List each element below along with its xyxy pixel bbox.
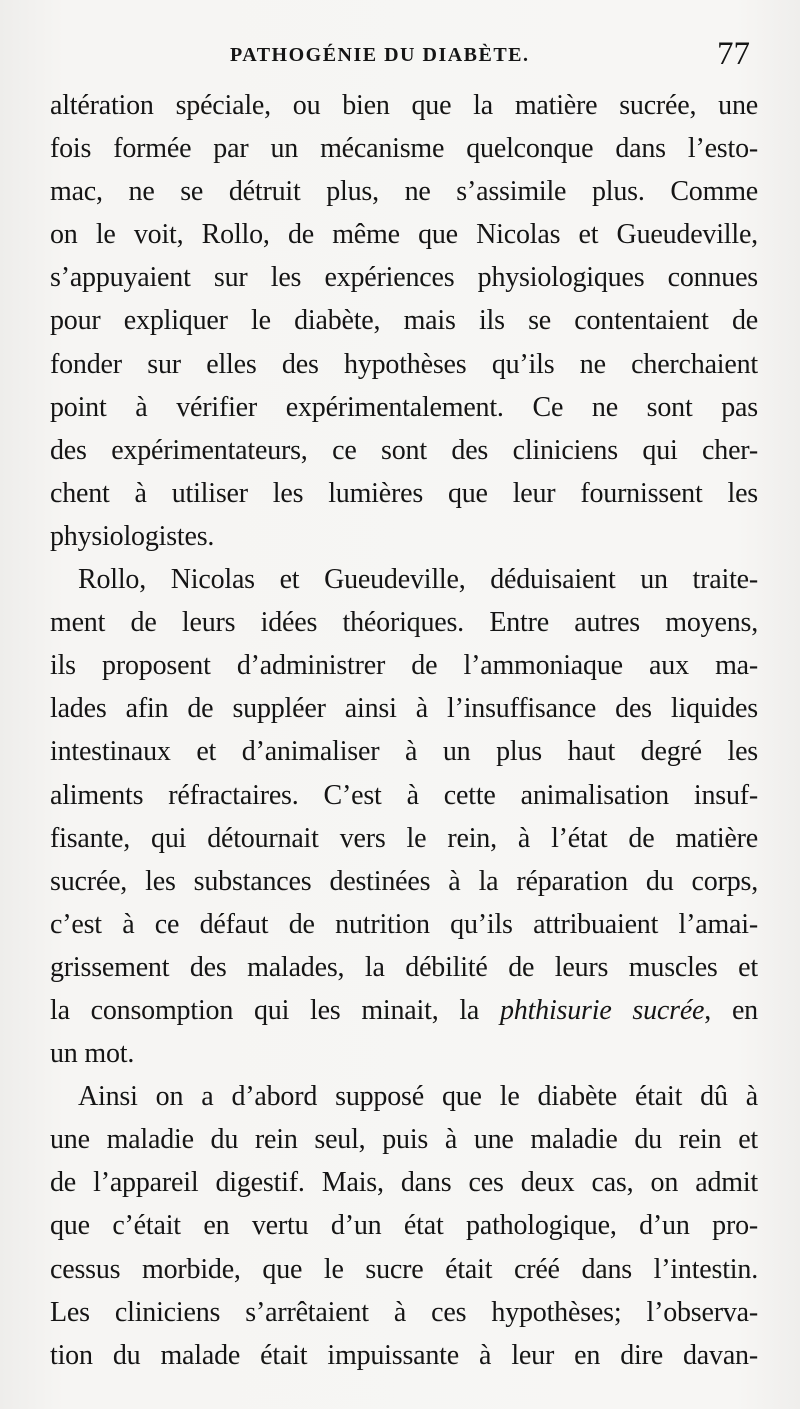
text-line: s’appuyaient sur les expériences physiologiques connues xyxy=(50,262,758,294)
text-line: grissement des malades, la débilité de leurs muscles et xyxy=(50,951,758,983)
text-line: que c’était en vertu d’un état pathologique, d’un pro- xyxy=(50,1210,758,1242)
running-head xyxy=(50,36,750,76)
text-line: un mot. xyxy=(50,1038,135,1070)
paragraph-1 xyxy=(50,84,758,558)
text-line: cessus morbide, que le sucre était créé dans l’intestin. xyxy=(50,1253,758,1285)
text-line: une maladie du rein seul, puis à une maladie du rein et xyxy=(50,1124,758,1156)
italic-term: phthisurie sucrée xyxy=(500,994,705,1026)
page-number: 77 xyxy=(717,36,750,72)
text-line: fois formée par un mécanisme quelconque dans l’esto- xyxy=(50,133,758,165)
text-line: on le voit, Rollo, de même que Nicolas et Gueudeville, xyxy=(50,219,758,251)
text-line: Rollo, Nicolas et Gueudeville, déduisaient un traite- xyxy=(78,564,758,596)
running-title: PATHOGÉNIE DU DIABÈTE. xyxy=(230,44,530,66)
text-line: sucrée, les substances destinées à la réparation du corps, xyxy=(50,865,758,897)
text-line: de l’appareil digestif. Mais, dans ces deux cas, on admit xyxy=(50,1167,758,1199)
text-line: tion du malade était impuissante à leur en dire davan- xyxy=(50,1339,758,1371)
text-line: ment de leurs idées théoriques. Entre autres moyens, xyxy=(50,607,758,639)
text-line: altération spéciale, ou bien que la matière sucrée, une xyxy=(50,90,758,121)
text-line: intestinaux et d’animaliser à un plus haut degré les xyxy=(50,736,758,768)
text-line: Les cliniciens s’arrêtaient à ces hypothèses; l’observa- xyxy=(50,1296,758,1328)
body-text xyxy=(50,84,758,1377)
text-line: c’est à ce défaut de nutrition qu’ils attribuaient l’amai- xyxy=(50,908,758,940)
text-line: fisante, qui détournait vers le rein, à l’état de matière xyxy=(50,822,758,854)
paragraph-2 xyxy=(50,558,758,1075)
text-line-italic xyxy=(50,989,758,1032)
text-line: mac, ne se détruit plus, ne s’assimile plus. Comme xyxy=(50,176,758,208)
text-line: Ainsi on a d’abord supposé que le diabète était dû à xyxy=(78,1081,758,1113)
italic-line-after: , en xyxy=(704,994,758,1026)
text-line: aliments réfractaires. C’est à cette animalisation insuf- xyxy=(50,779,758,811)
paragraph-3 xyxy=(50,1075,758,1377)
text-line: point à vérifier expérimentalement. Ce ne sont pas xyxy=(50,391,758,423)
text-line: fonder sur elles des hypothèses qu’ils ne cherchaient xyxy=(50,348,758,380)
italic-line-before: la consomption qui les minait, la xyxy=(50,994,500,1026)
text-line: lades afin de suppléer ainsi à l’insuffisance des liquides xyxy=(50,693,758,725)
text-line: chent à utiliser les lumières que leur fournissent les xyxy=(50,477,758,509)
text-line: physiologistes. xyxy=(50,520,215,552)
text-line: ils proposent d’administrer de l’ammoniaque aux ma- xyxy=(50,650,758,682)
text-line: des expérimentateurs, ce sont des cliniciens qui cher- xyxy=(50,434,758,466)
text-line: pour expliquer le diabète, mais ils se contentaient de xyxy=(50,305,758,337)
